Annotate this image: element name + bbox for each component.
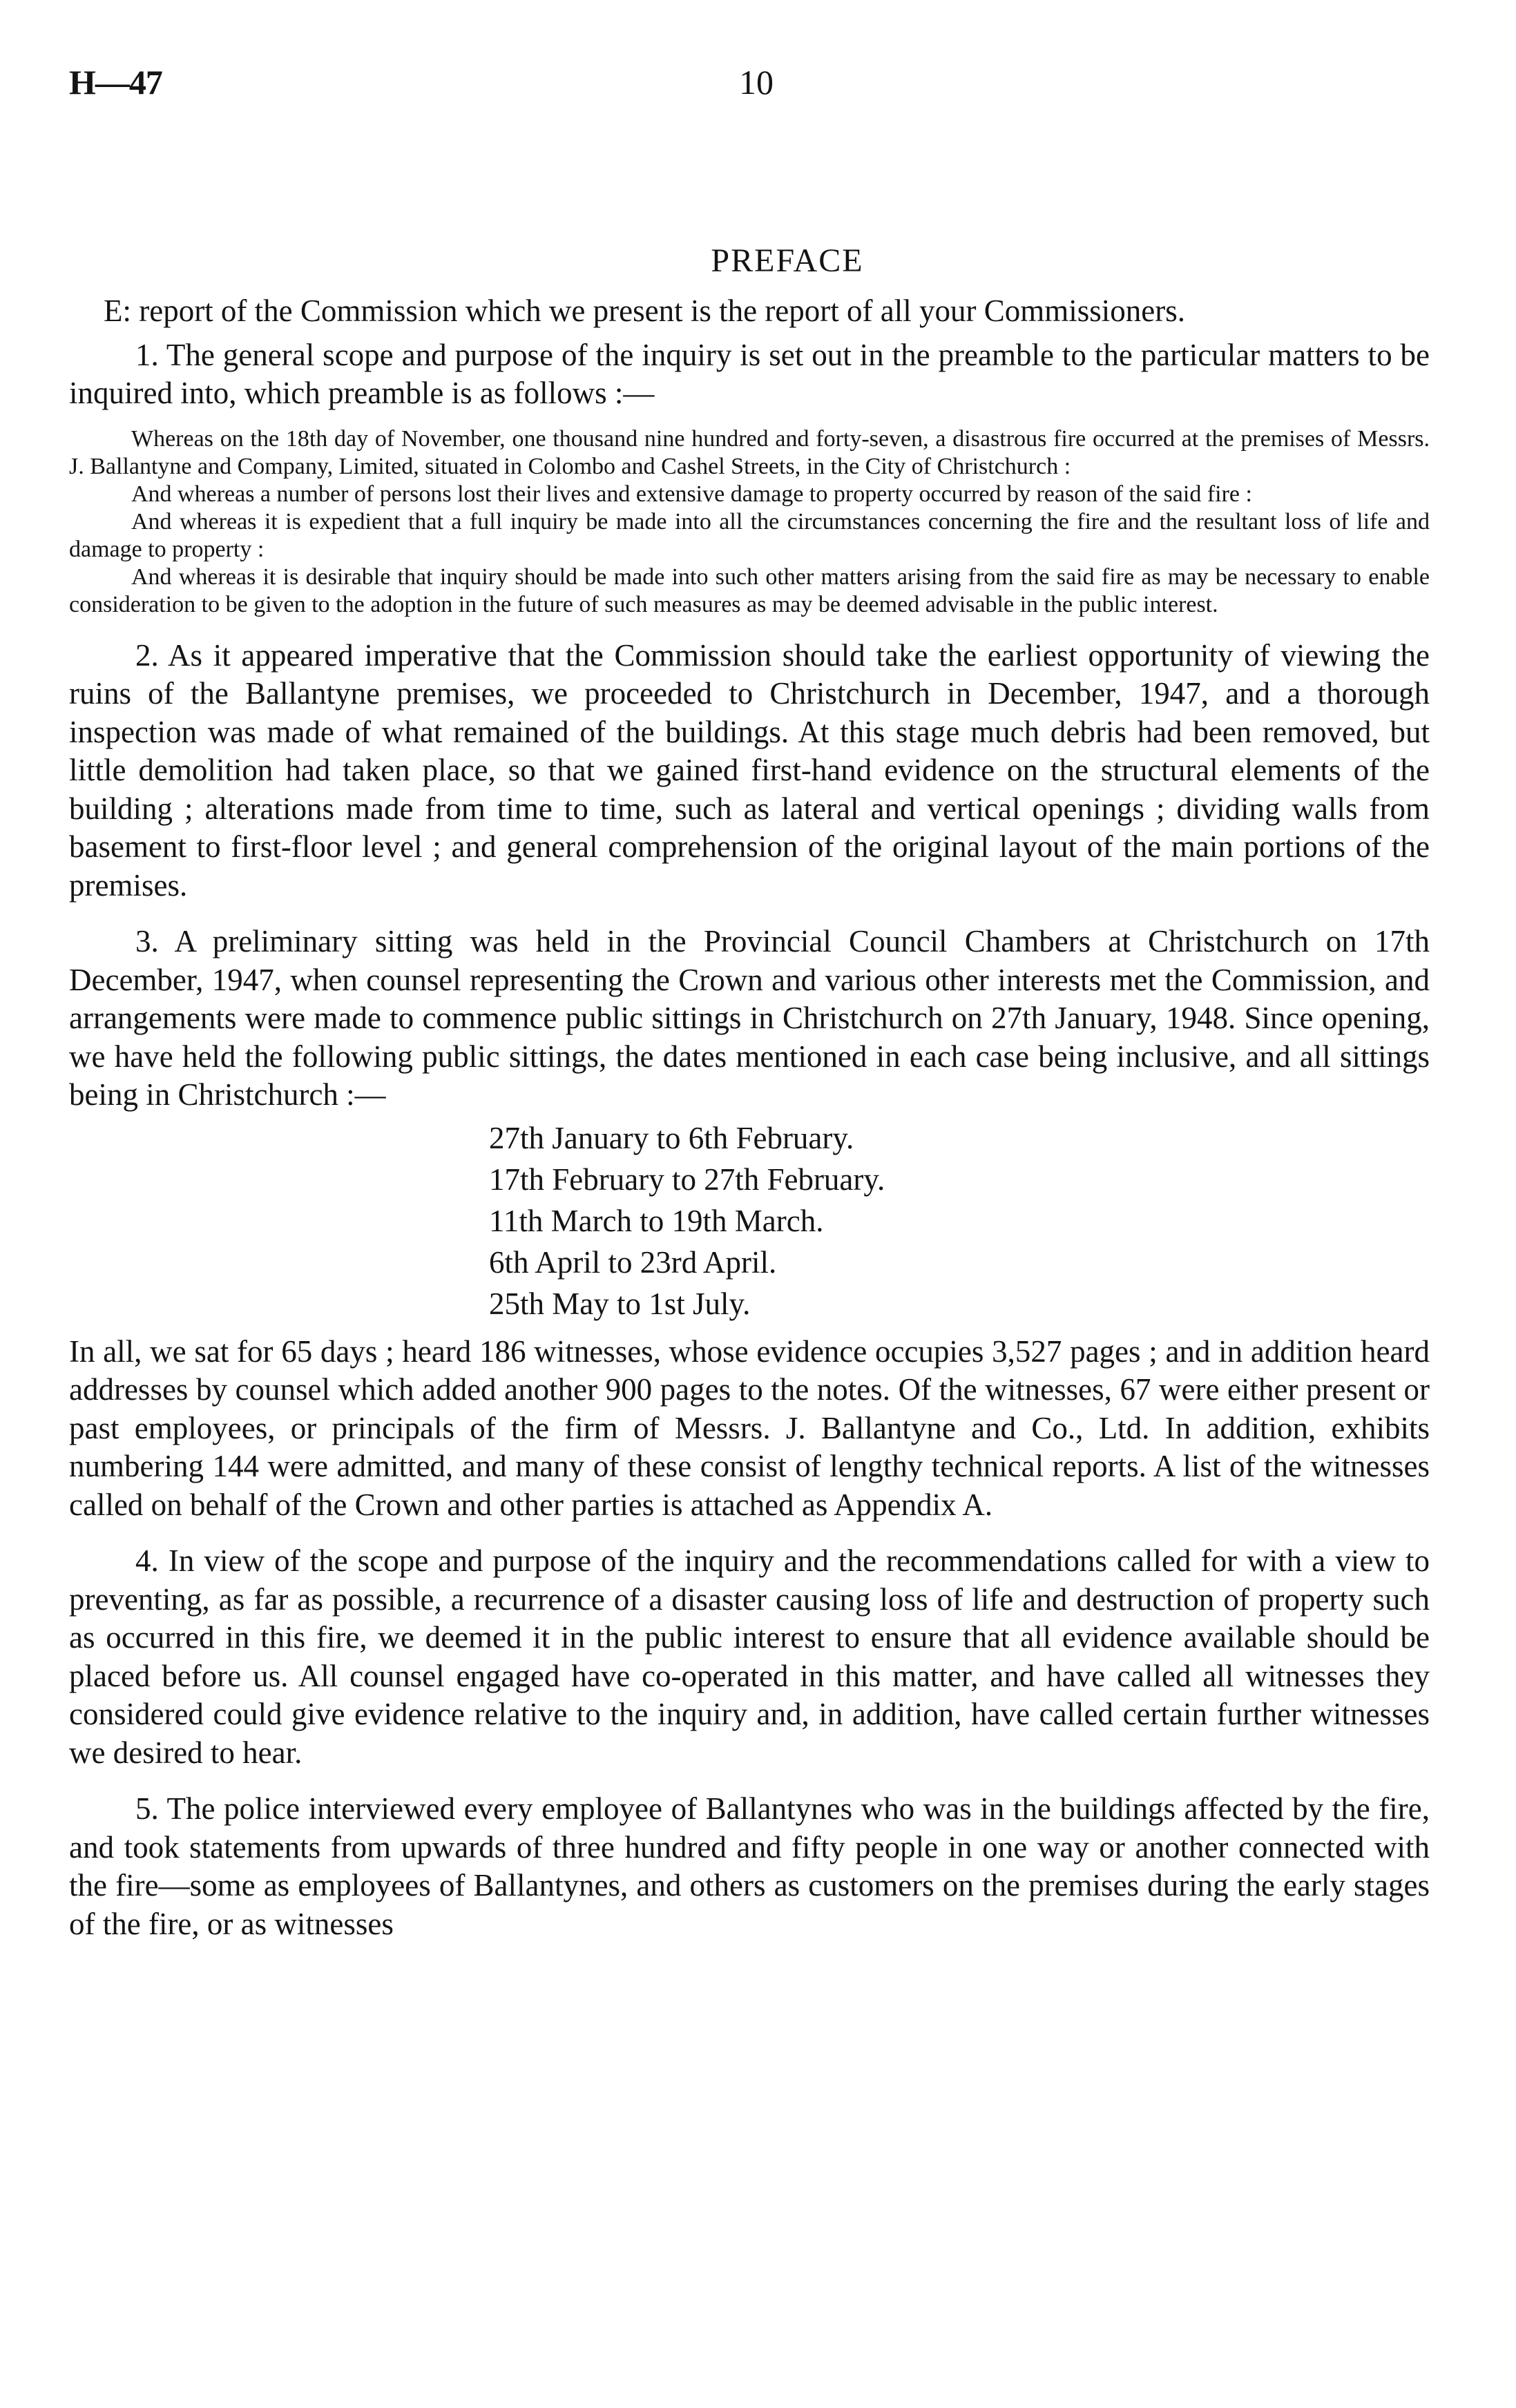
page-number: 10 xyxy=(739,63,774,102)
paragraph-3: 3. A preliminary sitting was held in the Provincial Council Chambers at Christchurch on 17th December, 1947, when counsel representing the Crown and various other interests met the Commission, and arrangements were made to commence public sittings in Christchurch on 27th January, 1948. Since opening, we have held the following public sittings, the dates mentioned in each case being inclusive, and all sittings being in Christchurch :— xyxy=(69,924,1430,1112)
paragraph-1: 1. The general scope and purpose of the inquiry is set out in the preamble to the particular matters to be inquired into, which preamble is as follows :— xyxy=(69,337,1430,410)
preamble-clause: Whereas on the 18th day of November, one thousand nine hundred and forty-seven, a disastrous fire occurred at the premises of Messrs. J. Ballantyne and Company, Limited, situated in Colombo and Cashel Streets, in the City of Christchurch : xyxy=(69,425,1430,479)
preamble-clause: And whereas it is expedient that a full inquiry be made into all the circumstances concerning the fire and the resultant loss of life and damage to property : xyxy=(69,508,1430,562)
sitting-date: 25th May to 1st July. xyxy=(489,1286,751,1321)
sitting-date: 17th February to 27th February. xyxy=(489,1162,885,1197)
document-reference: H—47 xyxy=(69,63,162,102)
sittings-list xyxy=(489,1117,1430,1325)
document-page xyxy=(69,62,1430,1943)
sitting-date: 11th March to 19th March. xyxy=(489,1203,824,1238)
preamble-clause: And whereas it is desirable that inquiry should be made into such other matters arising from the said fire as may be necessary to enable consideration to be given to the adoption in the future of such measures as may be deemed advisable in the public interest. xyxy=(69,564,1430,617)
section-title: PREFACE xyxy=(711,242,864,279)
preamble-clause: And whereas a number of persons lost their lives and extensive damage to property occurred by reason of the said fire : xyxy=(131,481,1252,507)
sitting-date: 6th April to 23rd April. xyxy=(489,1244,777,1280)
intro-paragraph: E: report of the Commission which we present is the report of all your Commissioners. xyxy=(104,293,1185,328)
preamble-block xyxy=(69,425,1430,619)
paragraph-2: 2. As it appeared imperative that the Commission should take the earliest opportunity of viewing the ruins of the Ballantyne premises, we proceeded to Christchurch in December, 1947, and a thorough inspection was made of what remained of the buildings. At this stage much debris had been removed, but little demolition had taken place, so that we gained first-hand evidence on the structural elements of the building ; alterations made from time to time, such as lateral and vertical openings ; dividing walls from basement to first-floor level ; and general comprehension of the original layout of the main portions of the premises. xyxy=(69,637,1430,903)
paragraph-3-continued: In all, we sat for 65 days ; heard 186 witnesses, whose evidence occupies 3,527 pages ; and in addition heard addresses by counsel which added another 900 pages to the notes. Of the witnesses, 67 were either present or past employees, or principals of the firm of Messrs. J. Ballantyne and Co., Ltd. In addition, exhibits numbering 144 were admitted, and many of these consist of lengthy technical reports. A list of the witnesses called on behalf of the Crown and other parties is attached as Appendix A. xyxy=(69,1333,1430,1522)
paragraph-5: 5. The police interviewed every employee of Ballantynes who was in the buildings affected by the fire, and took statements from upwards of three hundred and fifty people in one way or another connected with the fire—some as employees of Ballantynes, and others as customers on the premises during the early stages of the fire, or as witnesses xyxy=(69,1791,1430,1941)
paragraph-4: 4. In view of the scope and purpose of the inquiry and the recommendations called for with a view to preventing, as far as possible, a recurrence of a disaster causing loss of life and destruction of property such as occurred in this fire, we deemed it in the public interest to ensure that all evidence available should be placed before us. All counsel engaged have co-operated in this matter, and have called all witnesses they considered could give evidence relative to the inquiry and, in addition, have called certain further witnesses we desired to hear. xyxy=(69,1543,1430,1770)
sitting-date: 27th January to 6th February. xyxy=(489,1120,854,1155)
page-header xyxy=(69,62,1430,117)
